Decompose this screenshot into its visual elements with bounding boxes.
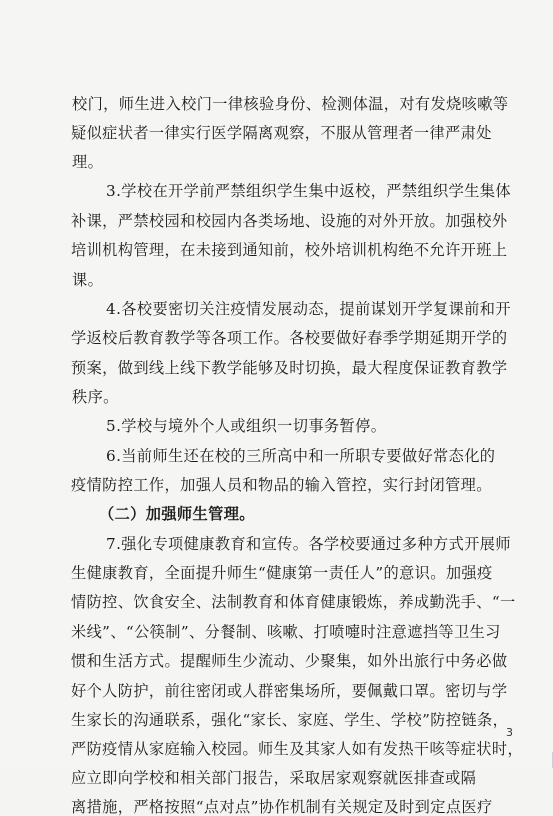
page-number: 3 <box>506 726 513 739</box>
paragraph-line: 生家长的沟通联系，强化“家长、家庭、学生、学校”防控链条， <box>71 711 509 729</box>
paragraph-line: 校门，师生进入校门一律核验身份、检测体温，对有发烧咳嗽等 <box>72 95 509 113</box>
paragraph-line: 学返校后教育教学等各项工作。各校要做好春季学期延期开学的 <box>71 329 508 347</box>
paragraph-line: 米线”、“公筷制”、分餐制、咳嗽、打喷嚏时注意遮挡等卫生习 <box>71 623 501 641</box>
paragraph-line: 情防控、饮食安全、法制教育和体育健康锻炼，养成勤洗手、“一 <box>71 593 516 611</box>
paragraph-line: 补课，严禁校园和校园内各类场地、设施的对外开放。加强校外 <box>71 212 508 230</box>
paragraph-line: 预案，做到线上线下教学能够及时切换，最大程度保证教育教学 <box>71 359 508 377</box>
paragraph-line: 好个人防护，前往密闭或人群密集场所，要佩戴口罩。密切与学 <box>71 682 508 700</box>
paragraph-line: 5.学校与境外个人或组织一切事务暂停。 <box>106 417 387 435</box>
paragraph-line: 疫情防控工作，加强人员和物品的输入管控，实行封闭管理。 <box>71 476 492 494</box>
paragraph-line: 严防疫情从家庭输入校园。师生及其家人如有发热干咳等症状时， <box>71 740 524 758</box>
paragraph-line: 7.强化专项健康教育和宣传。各学校要通过多种方式开展师 <box>106 535 511 553</box>
paragraph-line: 秩序。 <box>72 388 119 406</box>
paragraph-line: 6.当前师生还在校的三所高中和一所职专要做好常态化的 <box>106 447 496 465</box>
paragraph-line: 生健康教育，全面提升师生“健康第一责任人”的意识。加强疫 <box>71 564 493 582</box>
paragraph-line: 离措施，严格按照“点对点”协作机制有关规定及时到定点医疗 <box>71 798 493 816</box>
paragraph-line: 3.学校在开学前严禁组织学生集中返校，严禁组织学生集体 <box>106 182 511 200</box>
paragraph-line: 理。 <box>72 153 104 171</box>
paragraph-line: 课。 <box>72 271 104 289</box>
paragraph-line: 4.各校要密切关注疫情发展动态，提前谋划开学复课前和开 <box>106 300 511 318</box>
paragraph-line: 疑似症状者一律实行医学隔离观察，不服从管理者一律严肃处 <box>71 124 492 142</box>
paragraph-line: 惯和生活方式。提醒师生少流动、少聚集，如外出旅行中务必做 <box>71 652 508 670</box>
paragraph-line: 培训机构管理，在未接到通知前，校外培训机构绝不允许开班上 <box>71 241 508 259</box>
section-heading: （二）加强师生管理。 <box>99 505 255 523</box>
paragraph-line: 应立即向学校和相关部门报告，采取居家观察就医排查或隔 <box>71 769 477 787</box>
